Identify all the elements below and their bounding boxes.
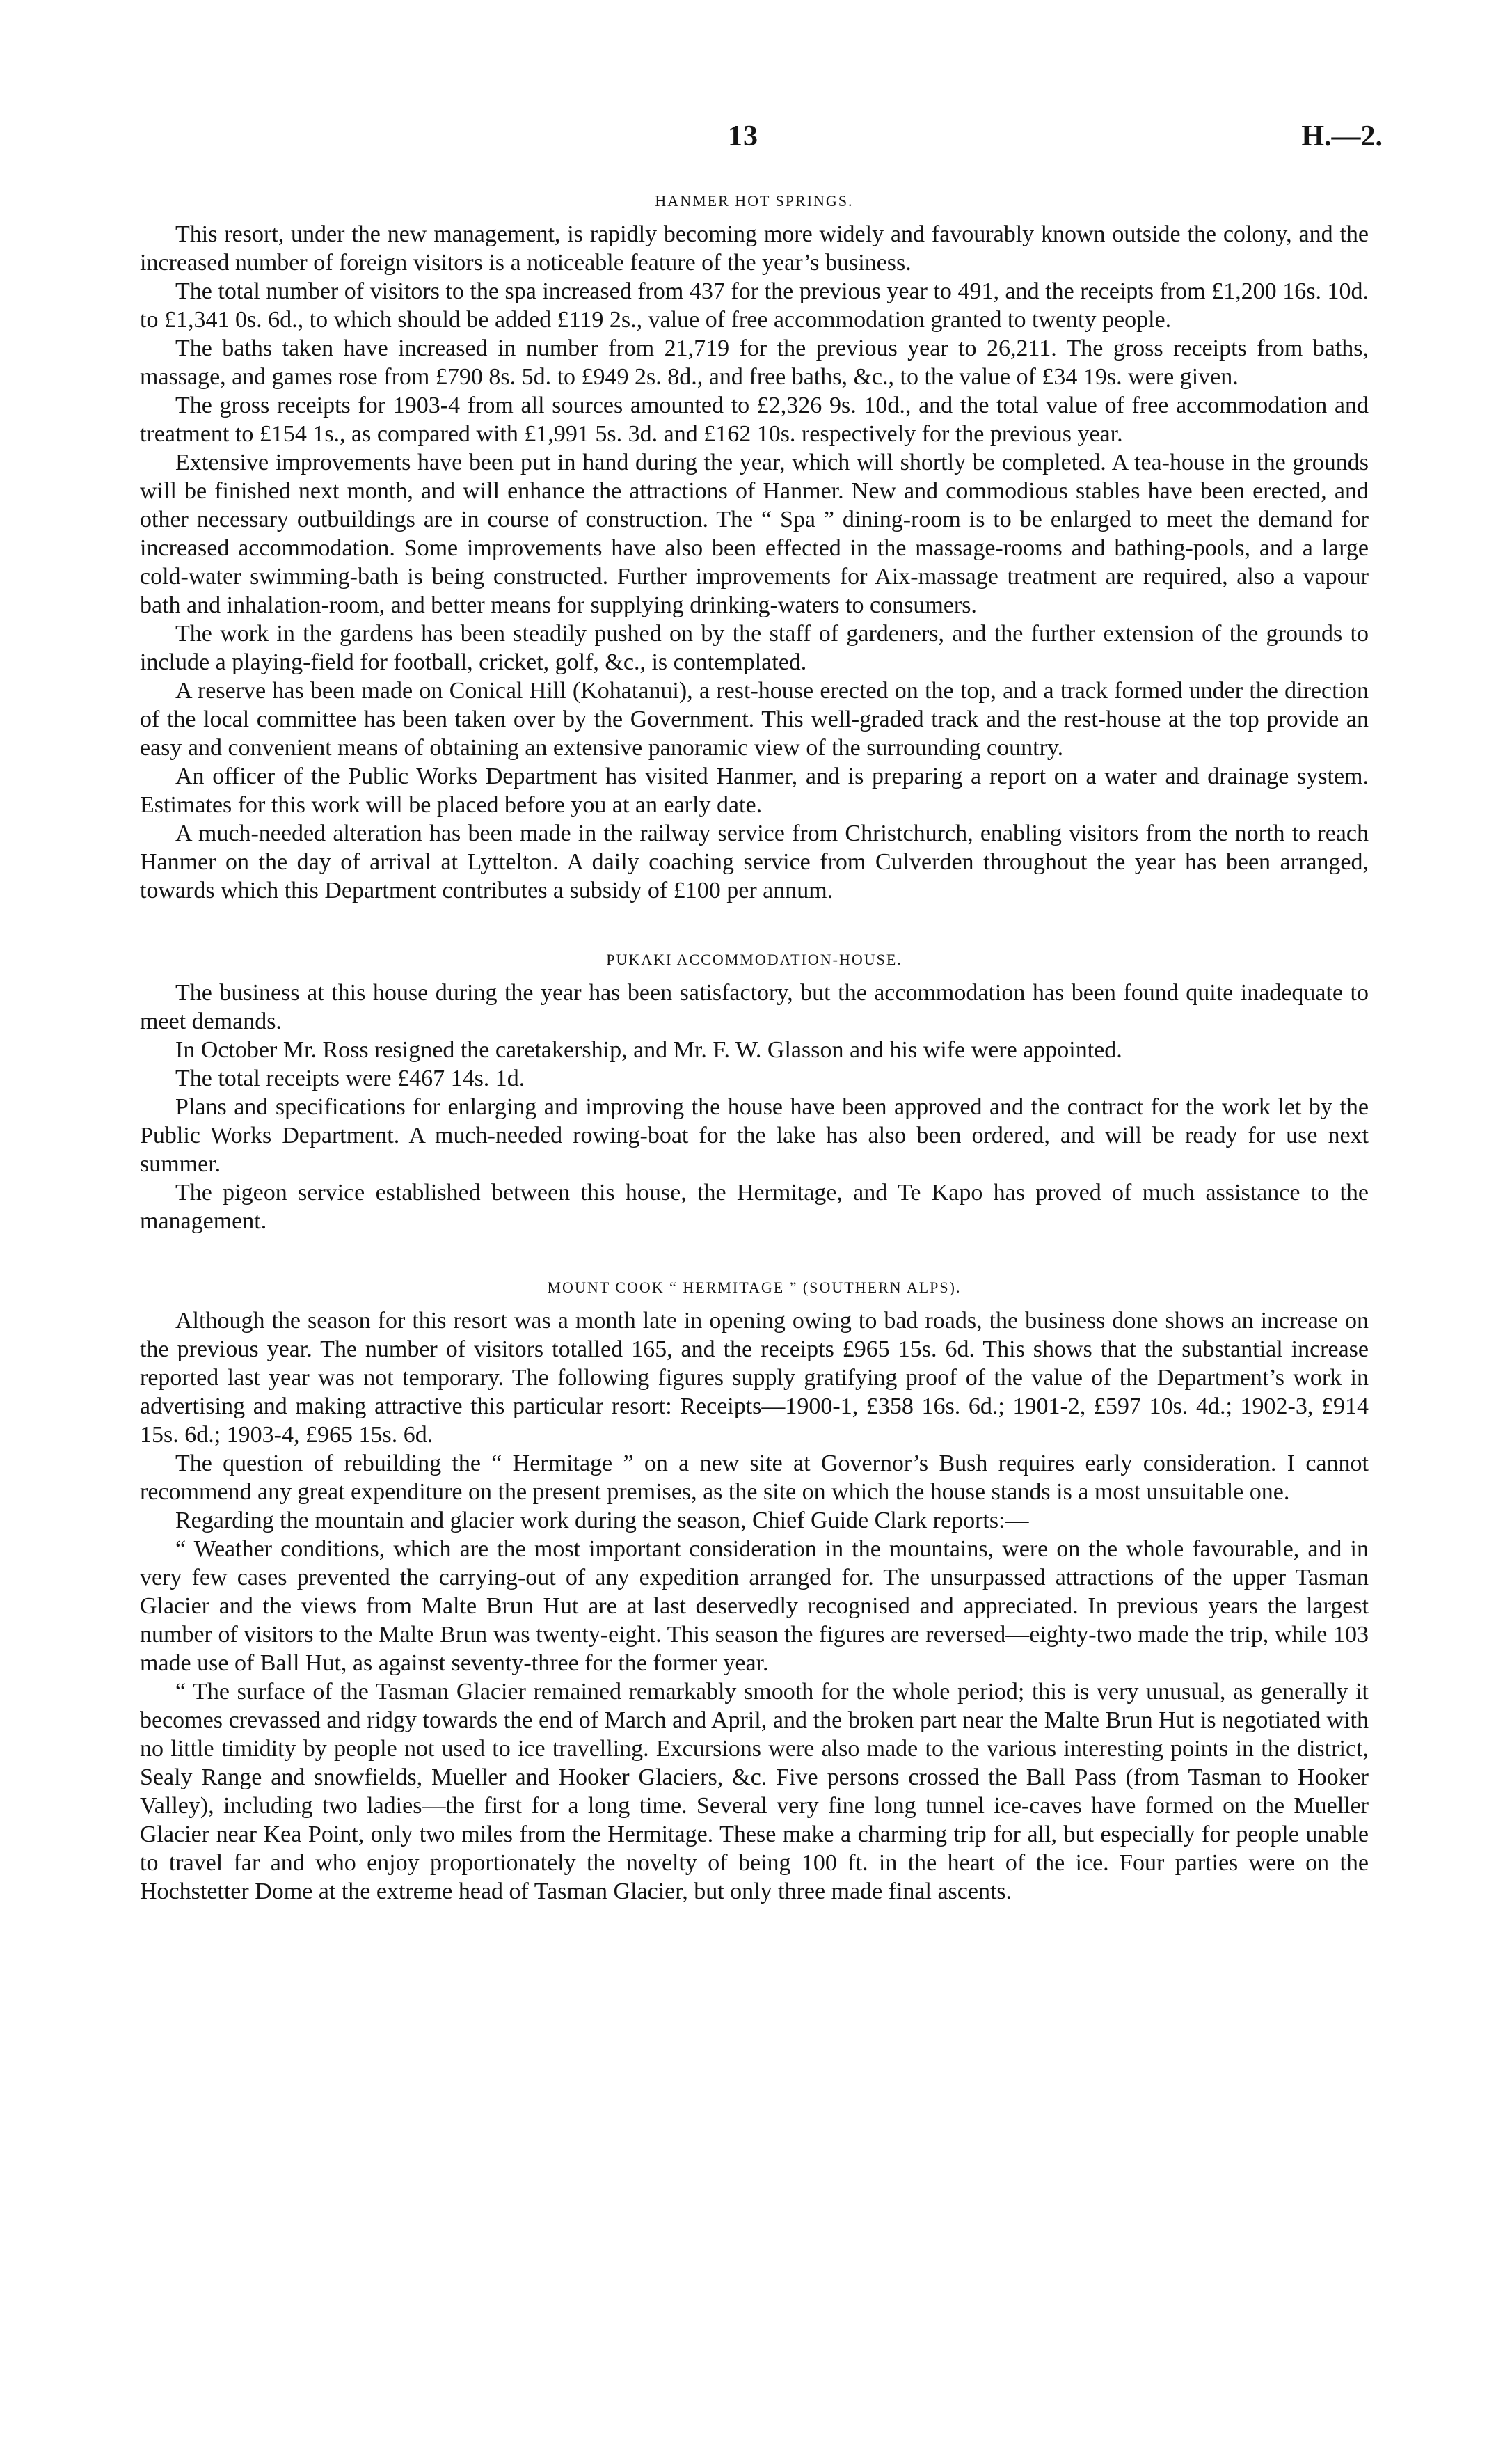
paragraph: An officer of the Public Works Department has visited Hanmer, and is preparing a report on a water and drainage system. Estimates for this work will be placed before you at an early date. xyxy=(140,764,1369,818)
paragraph: The question of rebuilding the “ Hermitage ” on a new site at Governor’s Bush requires early consideration. I cannot recommend any great expenditure on the present premises, as the site on which the house stands is a most unsuitable one. xyxy=(140,1451,1369,1505)
section-heading: HANMER HOT SPRINGS. xyxy=(655,192,854,210)
section-hanmer-hot-springs xyxy=(140,192,1369,905)
section-pukaki-accommodation-house xyxy=(140,951,1369,1235)
paragraph: A much-needed alteration has been made in the railway service from Christchurch, enabling visitors from the north to reach Hanmer on the day of arrival at Lyttelton. A daily coaching service from Culverden throughout the year has been arranged, towards which this Department contributes a subsidy of £100 per annum. xyxy=(140,821,1369,903)
paragraph: The baths taken have increased in number from 21,719 for the previous year to 26,211. The gross receipts from baths, massage, and games rose from £790 8s. 5d. to £949 2s. 8d., and free baths, &c., to the value of £34 19s. were given. xyxy=(140,335,1369,390)
page-content xyxy=(140,188,1369,1906)
page-number: 13 xyxy=(728,120,758,152)
paragraph: The work in the gardens has been steadily pushed on by the staff of gardeners, and the further extension of the grounds to include a playing-field for football, cricket, golf, &c., is contemplated. xyxy=(140,621,1369,675)
paragraph: In October Mr. Ross resigned the caretakership, and Mr. F. W. Glasson and his wife were appointed. xyxy=(175,1037,1122,1063)
paragraph: The total number of visitors to the spa increased from 437 for the previous year to 491, and the receipts from £1,200 16s. 10d. to £1,341 0s. 6d., to which should be added £119 2s., value of free accommodation granted to twenty people. xyxy=(140,278,1369,333)
paragraph: This resort, under the new management, is rapidly becoming more widely and favourably known outside the colony, and the increased number of foreign visitors is a noticeable feature of the year’s business. xyxy=(140,221,1369,276)
section-heading: PUKAKI ACCOMMODATION-HOUSE. xyxy=(606,951,902,968)
series-code: H.—2. xyxy=(1301,120,1383,152)
paragraph: Plans and specifications for enlarging and improving the house have been approved and the contract for the work let by the Public Works Department. A much-needed rowing-boat for the lake has also been ordered, and will be ready for use next summer. xyxy=(140,1094,1369,1177)
paragraph: Although the season for this resort was a month late in opening owing to bad roads, the business done shows an increase on the previous year. The number of visitors totalled 165, and the receipts £965 15s. 6d. This shows that the substantial increase reported last year was not temporary. The following figures supply gratifying proof of the value of the Department’s work in advertising and making attractive this particular resort: Receipts—1900-1, £358 16s. 6d.; 1901-2, £597 10s. 4d.; 1902-3, £914 15s. 6d.; 1903-4, £965 15s. 6d. xyxy=(140,1308,1369,1448)
paragraph: “ Weather conditions, which are the most important consideration in the mountains, were on the whole favourable, and in very few cases prevented the carrying-out of any expedition arranged for. The unsurpassed attractions of the upper Tasman Glacier and the views from Malte Brun Hut are at last deservedly recognised and appreciated. In previous years the largest number of visitors to the Malte Brun was twenty-eight. This season the figures are reversed—eighty-two made the trip, while 103 made use of Ball Hut, as against seventy-three for the former year. xyxy=(140,1536,1369,1676)
paragraph: The gross receipts for 1903-4 from all sources amounted to £2,326 9s. 10d., and the total value of free accommodation and treatment to £154 1s., as compared with £1,991 5s. 3d. and £162 10s. respectively for the previous year. xyxy=(140,393,1369,447)
paragraph: Extensive improvements have been put in hand during the year, which will shortly be completed. A tea-house in the grounds will be finished next month, and will enhance the attractions of Hanmer. New and commodious stables have been erected, and other necessary outbuildings are in course of construction. The “ Spa ” dining-room is to be enlarged to meet the demand for increased accommodation. Some improvements have also been effected in the massage-rooms and bathing-pools, and a large cold-water swimming-bath is being constructed. Further improvements for Aix-massage treatment are required, also a vapour bath and inhalation-room, and better means for supplying drinking-waters to consumers. xyxy=(140,450,1369,618)
paragraph: “ The surface of the Tasman Glacier remained remarkably smooth for the whole period; this is very unusual, as generally it becomes crevassed and ridgy towards the end of March and April, and the broken part near the Malte Brun Hut is negotiated with no little timidity by people not used to ice travelling. Excursions were also made to the various interesting points in the district, Sealy Range and snowfields, Mueller and Hooker Glaciers, &c. Five persons crossed the Ball Pass (from Tasman to Hooker Valley), including two ladies—the first for a long time. Several very fine long tunnel ice-caves have formed on the Mueller Glacier near Kea Point, only two miles from the Hermitage. These make a charming trip for all, but especially for people unable to travel far and who enjoy proportionately the novelty of being 100 ft. in the heart of the ice. Four parties were on the Hochstetter Dome at the extreme head of Tasman Glacier, but only three made final ascents. xyxy=(140,1679,1369,1904)
paragraph: The total receipts were £467 14s. 1d. xyxy=(175,1066,525,1091)
page-header xyxy=(0,120,1512,161)
paragraph: A reserve has been made on Conical Hill (Kohatanui), a rest-house erected on the top, and a track formed under the direction of the local committee has been taken over by the Government. This well-graded track and the rest-house at the top provide an easy and convenient means of obtaining an extensive panoramic view of the surrounding country. xyxy=(140,678,1369,761)
paragraph: The pigeon service established between this house, the Hermitage, and Te Kapo has proved of much assistance to the management. xyxy=(140,1180,1369,1234)
paragraph: Regarding the mountain and glacier work during the season, Chief Guide Clark reports:— xyxy=(175,1508,1029,1533)
paragraph: The business at this house during the year has been satisfactory, but the accommodation has been found quite inadequate to meet demands. xyxy=(140,980,1369,1034)
section-heading: MOUNT COOK “ HERMITAGE ” (SOUTHERN ALPS). xyxy=(547,1279,962,1296)
section-mount-cook-hermitage xyxy=(140,1279,1369,1906)
